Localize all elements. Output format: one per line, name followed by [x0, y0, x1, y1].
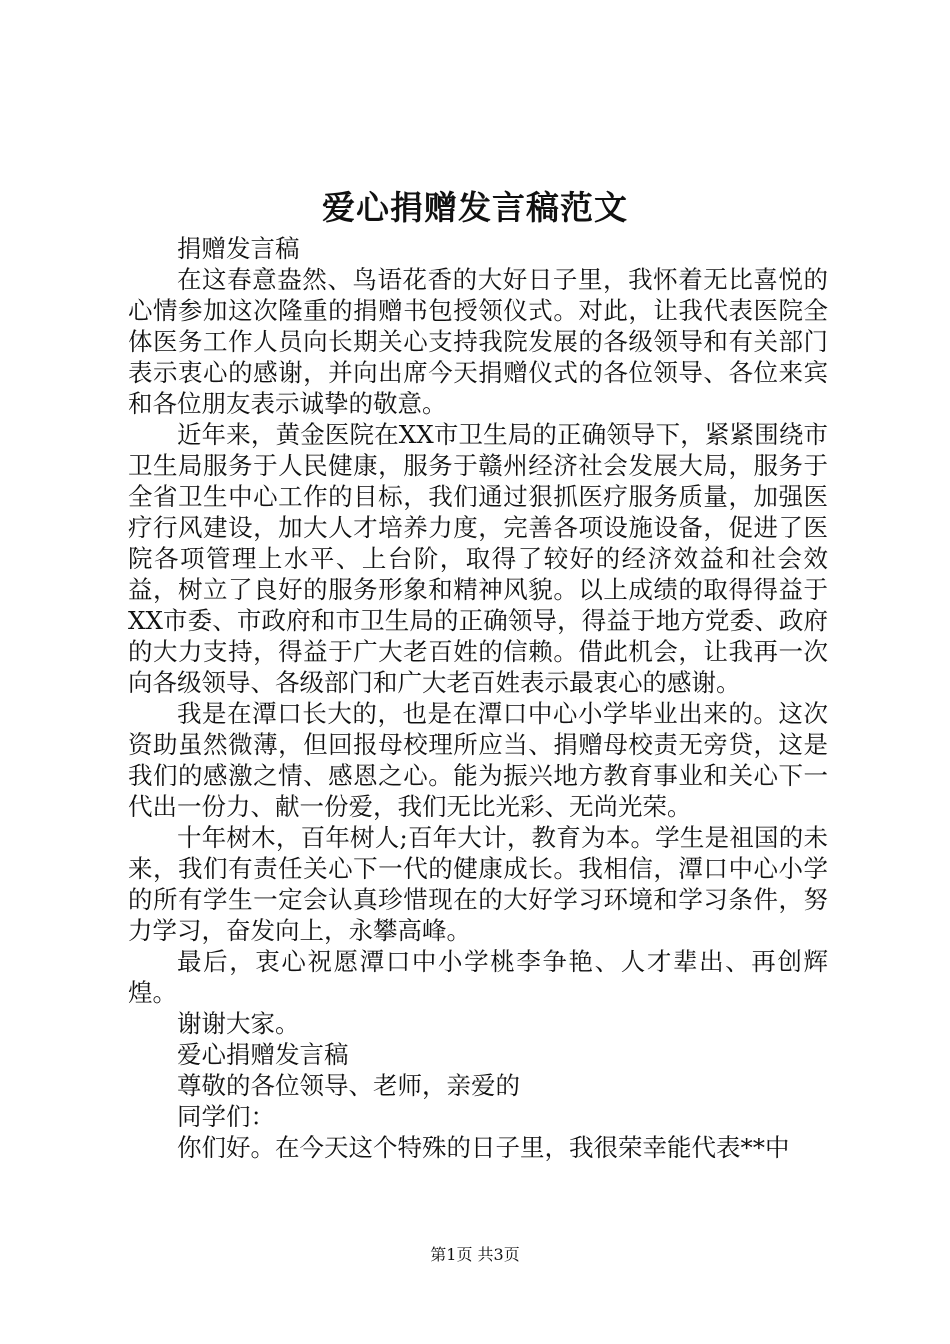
paragraph: 十年树木，百年树人;百年大计，教育为本。学生是祖国的未来，我们有责任关心下一代的健康成长。我相信，潭口中心小学的所有学生一定会认真珍惜现在的大好学习环境和学习条件，努力学习，奋发向上，永攀高峰。 [128, 823, 828, 945]
salutation-cont: 同学们： [177, 1102, 275, 1131]
document-title: 爱心捐赠发言稿范文 [322, 188, 628, 227]
closing-line: 谢谢大家。 [177, 1009, 300, 1038]
paragraph: 近年来，黄金医院在XX市卫生局的正确领导下，紧紧围绕市卫生局服务于人民健康，服务于赣州经济社会发展大局，服务于全省卫生中心工作的目标，我们通过狠抓医疗服务质量，加强医疗行风建设，加大人才培养力度，完善各项设施设备，促进了医院各项管理上水平、上台阶，取得了较好的经济效益和社会效益，树立了良好的服务形象和精神风貌。以上成绩的取得得益于XX市委、市政府和市卫生局的正确领导，得益于地方党委、政府的大力支持，得益于广大老百姓的信赖。借此机会，让我再一次向各级领导、各级部门和广大老百姓表示最衷心的感谢。 [128, 420, 828, 697]
paragraph: 你们好。在今天这个特殊的日子里，我很荣幸能代表**中 [177, 1133, 790, 1162]
document-body [128, 233, 828, 1163]
paragraph-heading-2: 爱心捐赠发言稿 [177, 1040, 349, 1069]
page-footer: 第1页 共3页 [430, 1245, 520, 1264]
paragraph: 在这春意盎然、鸟语花香的大好日子里，我怀着无比喜悦的心情参加这次隆重的捐赠书包授领仪式。对此，让我代表医院全体医务工作人员向长期关心支持我院发展的各级领导和有关部门表示衷心的感谢，并向出席今天捐赠仪式的各位领导、各位来宾和各位朋友表示诚挚的敬意。 [128, 265, 828, 418]
salutation: 尊敬的各位领导、老师，亲爱的 [177, 1071, 520, 1100]
paragraph: 最后，衷心祝愿潭口中小学桃李争艳、人才辈出、再创辉煌。 [128, 947, 828, 1007]
paragraph-heading-1: 捐赠发言稿 [177, 234, 300, 263]
paragraph: 我是在潭口长大的，也是在潭口中心小学毕业出来的。这次资助虽然微薄，但回报母校理所应当、捐赠母校责无旁贷，这是我们的感激之情、感恩之心。能为振兴地方教育事业和关心下一代出一份力、献一份爱，我们无比光彩、无尚光荣。 [128, 699, 828, 821]
